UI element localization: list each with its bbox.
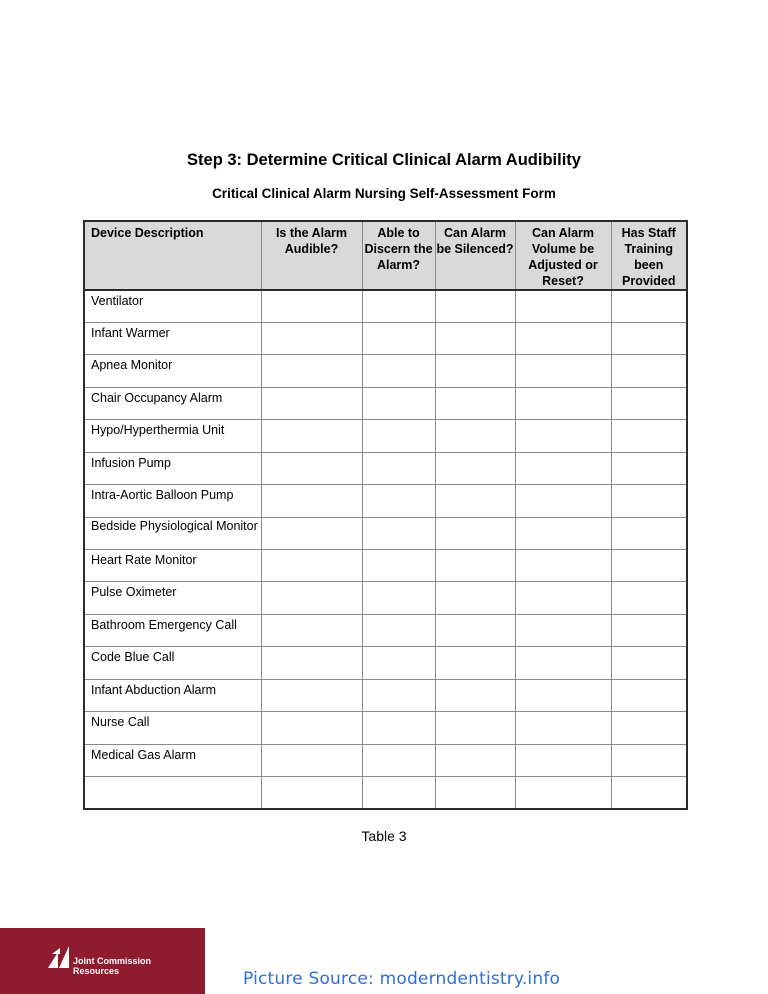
response-cell[interactable] [435, 387, 515, 419]
device-description-cell [84, 777, 261, 809]
device-description-cell: Heart Rate Monitor [84, 550, 261, 582]
response-cell[interactable] [362, 355, 435, 387]
assessment-table [83, 220, 688, 810]
device-description-cell: Apnea Monitor [84, 355, 261, 387]
logo-text [73, 956, 151, 976]
response-cell[interactable] [435, 355, 515, 387]
device-description-cell: Infant Warmer [84, 322, 261, 354]
response-cell[interactable] [261, 322, 362, 354]
response-cell[interactable] [515, 420, 611, 452]
response-cell[interactable] [362, 777, 435, 809]
response-cell[interactable] [362, 550, 435, 582]
response-cell[interactable] [261, 550, 362, 582]
response-cell[interactable] [362, 420, 435, 452]
device-description-cell: Intra-Aortic Balloon Pump [84, 485, 261, 517]
response-cell[interactable] [611, 712, 687, 744]
response-cell[interactable] [515, 647, 611, 679]
response-cell[interactable] [435, 322, 515, 354]
device-description-cell: Pulse Oximeter [84, 582, 261, 614]
response-cell[interactable] [611, 387, 687, 419]
response-cell[interactable] [515, 485, 611, 517]
response-cell[interactable] [435, 614, 515, 646]
response-cell[interactable] [515, 582, 611, 614]
response-cell[interactable] [515, 322, 611, 354]
response-cell[interactable] [362, 712, 435, 744]
table-row [84, 387, 687, 419]
response-cell[interactable] [261, 452, 362, 484]
table-row [84, 679, 687, 711]
response-cell[interactable] [435, 744, 515, 776]
response-cell[interactable] [515, 452, 611, 484]
column-header: Can Alarm be Silenced? [435, 221, 515, 290]
response-cell[interactable] [261, 744, 362, 776]
table-row [84, 452, 687, 484]
response-cell[interactable] [362, 582, 435, 614]
table-row [84, 614, 687, 646]
response-cell[interactable] [435, 777, 515, 809]
response-cell[interactable] [362, 647, 435, 679]
response-cell[interactable] [515, 712, 611, 744]
response-cell[interactable] [435, 517, 515, 549]
response-cell[interactable] [362, 614, 435, 646]
response-cell[interactable] [261, 387, 362, 419]
response-cell[interactable] [435, 582, 515, 614]
response-cell[interactable] [435, 452, 515, 484]
device-description-cell: Infusion Pump [84, 452, 261, 484]
response-cell[interactable] [515, 517, 611, 549]
response-cell[interactable] [362, 452, 435, 484]
column-header: Able to Discern the Alarm? [362, 221, 435, 290]
response-cell[interactable] [515, 679, 611, 711]
response-cell[interactable] [515, 550, 611, 582]
response-cell[interactable] [611, 485, 687, 517]
response-cell[interactable] [362, 387, 435, 419]
response-cell[interactable] [515, 387, 611, 419]
response-cell[interactable] [611, 647, 687, 679]
response-cell[interactable] [261, 647, 362, 679]
response-cell[interactable] [435, 679, 515, 711]
response-cell[interactable] [362, 322, 435, 354]
response-cell[interactable] [362, 485, 435, 517]
picture-source: Picture Source: moderndentistry.info [243, 969, 561, 989]
response-cell[interactable] [261, 777, 362, 809]
response-cell[interactable] [435, 647, 515, 679]
response-cell[interactable] [261, 420, 362, 452]
table-row [84, 420, 687, 452]
response-cell[interactable] [362, 679, 435, 711]
device-description-cell: Infant Abduction Alarm [84, 679, 261, 711]
response-cell[interactable] [611, 517, 687, 549]
table-row [84, 647, 687, 679]
response-cell[interactable] [362, 744, 435, 776]
device-description-cell: Bedside Physiological Monitor [84, 517, 261, 549]
column-header: Device Description [84, 221, 261, 290]
response-cell[interactable] [362, 517, 435, 549]
response-cell[interactable] [611, 679, 687, 711]
response-cell[interactable] [611, 744, 687, 776]
response-cell[interactable] [261, 614, 362, 646]
response-cell[interactable] [362, 290, 435, 322]
device-description-cell: Chair Occupancy Alarm [84, 387, 261, 419]
table-row [84, 290, 687, 322]
response-cell[interactable] [611, 582, 687, 614]
response-cell[interactable] [611, 420, 687, 452]
response-cell[interactable] [611, 355, 687, 387]
device-description-cell: Medical Gas Alarm [84, 744, 261, 776]
table-row [84, 744, 687, 776]
response-cell[interactable] [611, 322, 687, 354]
response-cell[interactable] [515, 744, 611, 776]
response-cell[interactable] [261, 582, 362, 614]
column-header: Can Alarm Volume be Adjusted or Reset? [515, 221, 611, 290]
table-row [84, 485, 687, 517]
header-row [84, 221, 687, 290]
response-cell[interactable] [435, 420, 515, 452]
table-row [84, 517, 687, 549]
response-cell[interactable] [611, 452, 687, 484]
form-title: Critical Clinical Alarm Nursing Self-Assessment Form [212, 186, 556, 201]
response-cell[interactable] [435, 550, 515, 582]
table-caption: Table 3 [361, 828, 407, 844]
response-cell[interactable] [261, 485, 362, 517]
response-cell[interactable] [435, 712, 515, 744]
response-cell[interactable] [261, 355, 362, 387]
response-cell[interactable] [515, 355, 611, 387]
response-cell[interactable] [261, 290, 362, 322]
table-row [84, 322, 687, 354]
response-cell[interactable] [261, 712, 362, 744]
page-title: Step 3: Determine Critical Clinical Alarm Audibility [187, 151, 581, 169]
joint-commission-logo-icon [48, 946, 70, 968]
logo-line: Joint Commission [73, 956, 152, 966]
response-cell[interactable] [611, 614, 687, 646]
response-cell[interactable] [261, 517, 362, 549]
column-header: Is the Alarm Audible? [261, 221, 362, 290]
table-row [84, 582, 687, 614]
response-cell[interactable] [515, 290, 611, 322]
table-row [84, 550, 687, 582]
device-description-cell: Hypo/Hyperthermia Unit [84, 420, 261, 452]
response-cell[interactable] [515, 614, 611, 646]
table-row [84, 777, 687, 809]
device-description-cell: Code Blue Call [84, 647, 261, 679]
device-description-cell: Ventilator [84, 290, 261, 322]
response-cell[interactable] [611, 290, 687, 322]
table-row [84, 355, 687, 387]
logo-line: Resources [73, 966, 120, 976]
response-cell[interactable] [611, 777, 687, 809]
response-cell[interactable] [261, 679, 362, 711]
column-header: Has Staff Training been Provided [611, 221, 687, 290]
device-description-cell: Bathroom Emergency Call [84, 614, 261, 646]
table-row [84, 712, 687, 744]
response-cell[interactable] [515, 777, 611, 809]
response-cell[interactable] [435, 290, 515, 322]
response-cell[interactable] [611, 550, 687, 582]
response-cell[interactable] [435, 485, 515, 517]
device-description-cell: Nurse Call [84, 712, 261, 744]
